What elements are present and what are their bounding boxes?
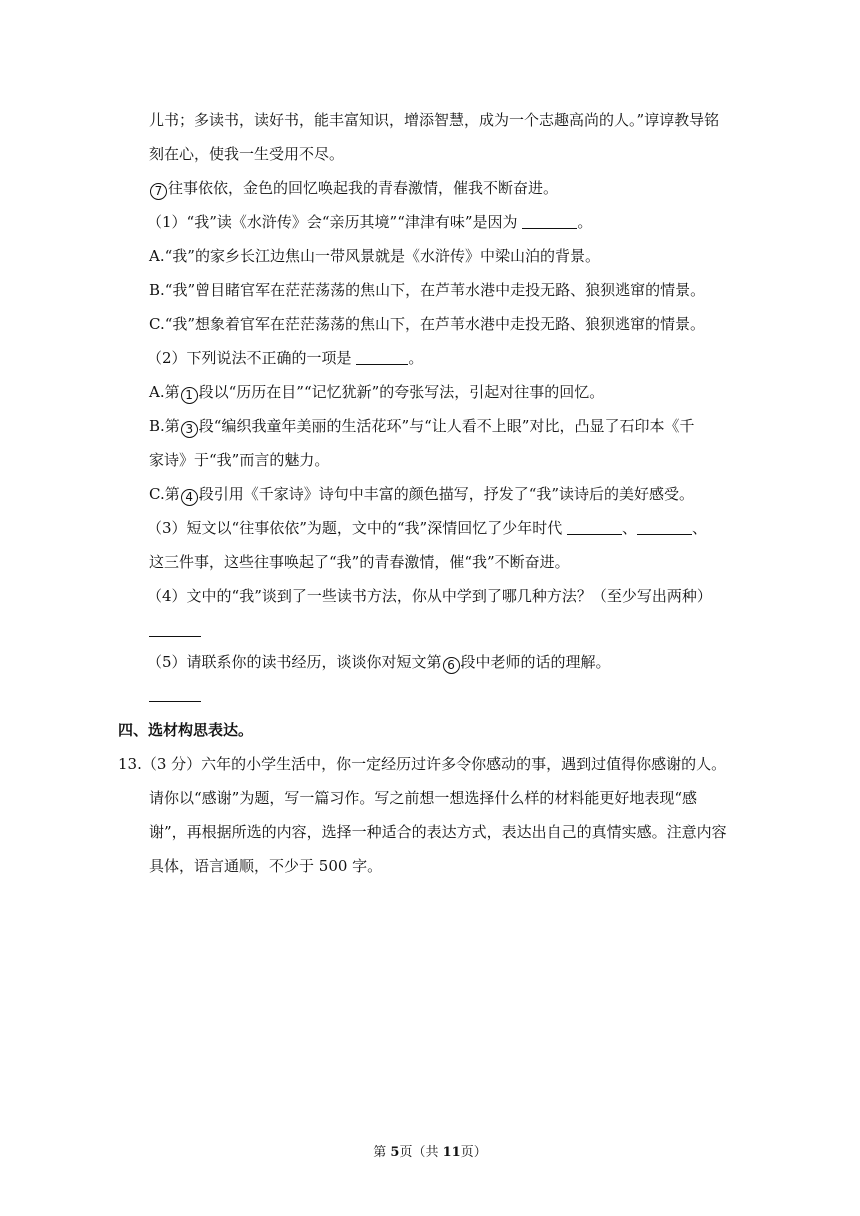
paragraph-7 <box>149 178 558 200</box>
footer-prefix: 第 <box>373 1145 391 1160</box>
question-2-stem <box>147 348 423 368</box>
question-1-text: （1）“我”读《水浒传》会“亲历其境”“津津有味”是因为 <box>147 213 523 231</box>
page-footer <box>0 1141 860 1160</box>
question-13-line-4: 具体，语言通顺，不少于 500 字。 <box>149 857 383 875</box>
question-5-stem <box>147 652 611 674</box>
question-4-stem: （4）文中的“我”谈到了一些读书方法，你从中学到了哪几种方法？（至少写出两种） <box>147 587 712 605</box>
question-2-option-c <box>149 484 694 506</box>
question-1-option-b: B.“我”曾目睹官军在茫茫荡荡的焦山下，在芦苇水港中走投无路、狼狈逃窜的情景。 <box>149 281 706 299</box>
section-heading: 四、选材构思表达。 <box>118 721 254 739</box>
circled-number: 3 <box>181 421 198 438</box>
question-1-option-a: A.“我”的家乡长江边焦山一带风景就是《水浒传》中梁山泊的背景。 <box>149 247 600 265</box>
question-3-stem <box>147 518 707 538</box>
question-13-line-1: 13.（3 分）六年的小学生活中，你一定经历过许多令你感动的事，遇到过值得你感谢的人。 <box>118 755 727 773</box>
answer-blank[interactable] <box>149 686 201 702</box>
question-3-text: （3）短文以“往事依依”为题，文中的“我”深情回忆了少年时代 <box>147 519 567 537</box>
question-2-option-b-cont: 家诗》于“我”而言的魅力。 <box>149 451 330 469</box>
circled-number: 7 <box>150 183 167 200</box>
question-3-cont: 这三件事，这些往事唤起了“我”的青春激情，催“我”不断奋进。 <box>149 553 570 571</box>
question-1-end: 。 <box>577 213 593 231</box>
question-4-answer <box>149 620 201 640</box>
separator: 、 <box>692 519 708 537</box>
question-2-option-b <box>149 416 694 438</box>
total-pages: 11 <box>442 1145 461 1160</box>
question-5-text: （5）请联系你的读书经历，谈谈你对短文第 <box>147 653 442 671</box>
answer-blank-2[interactable] <box>637 519 692 535</box>
circled-number: 1 <box>181 387 198 404</box>
paragraph-7-text: 往事依依，金色的回忆唤起我的青春激情，催我不断奋进。 <box>168 179 559 197</box>
question-2-end: 。 <box>408 349 424 367</box>
question-2-text: （2）下列说法不正确的一项是 <box>147 349 357 367</box>
option-prefix: A.第 <box>149 383 180 401</box>
question-5-end: 段中老师的话的理解。 <box>460 653 611 671</box>
question-1-option-c: C.“我”想象着官军在茫茫荡荡的焦山下，在芦苇水港中走投无路、狼狈逃窜的情景。 <box>149 315 706 333</box>
circled-number: 6 <box>443 657 460 674</box>
answer-blank[interactable] <box>149 621 201 637</box>
question-2-option-a <box>149 382 604 404</box>
question-1-stem <box>147 212 592 232</box>
question-5-answer <box>149 685 201 705</box>
passage-line-1: 儿书；多读书，读好书，能丰富知识，增添智慧，成为一个志趣高尚的人。”谆谆教导铭 <box>149 111 720 129</box>
question-13-line-2: 请你以“感谢”为题，写一篇习作。写之前想一想选择什么样的材料能更好地表现“感 <box>149 789 698 807</box>
option-text: 段以“历历在目”“记忆犹新”的夸张写法，引起对往事的回忆。 <box>198 383 605 401</box>
footer-suffix: 页） <box>460 1145 487 1160</box>
circled-number: 4 <box>181 489 198 506</box>
option-text: 段引用《千家诗》诗句中丰富的颜色描写，抒发了“我”读诗后的美好感受。 <box>198 485 695 503</box>
option-prefix: B.第 <box>149 417 180 435</box>
separator: 、 <box>622 519 638 537</box>
footer-mid: 页（共 <box>399 1145 443 1160</box>
answer-blank[interactable] <box>522 213 577 229</box>
answer-blank[interactable] <box>356 349 408 365</box>
page-number: 5 <box>390 1145 400 1160</box>
passage-line-2: 刻在心，使我一生受用不尽。 <box>149 145 345 163</box>
question-13-line-3: 谢”，再根据所选的内容，选择一种适合的表达方式，表达出自己的真情实感。注意内容 <box>149 823 727 841</box>
option-text: 段“编织我童年美丽的生活花环”与“让人看不上眼”对比，凸显了石印本《千 <box>198 417 695 435</box>
option-prefix: C.第 <box>149 485 180 503</box>
answer-blank-1[interactable] <box>567 519 622 535</box>
